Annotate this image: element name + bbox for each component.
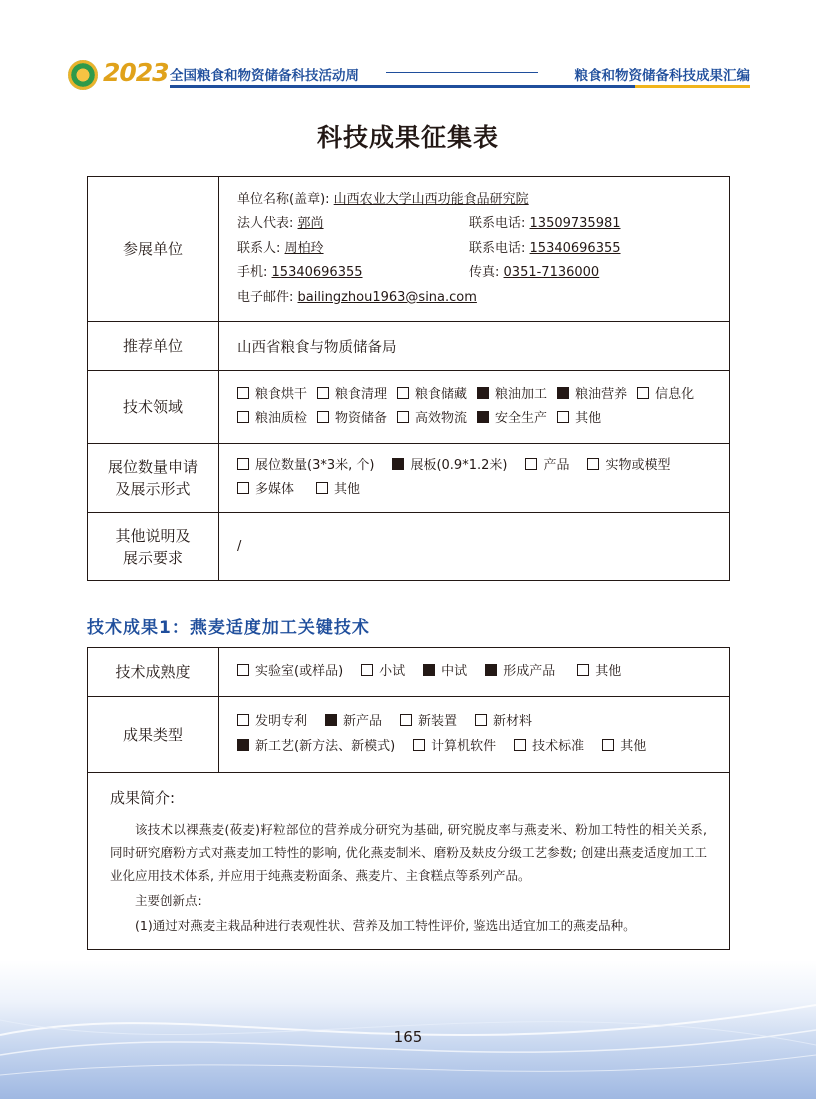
checkbox-label: 粮油营养 [575, 386, 628, 402]
checkbox-option[interactable] [475, 710, 532, 735]
checkbox-label: 形成产品 [503, 663, 556, 679]
maturity-label: 技术成熟度 [88, 648, 219, 697]
checkbox-checked-icon[interactable] [423, 664, 435, 676]
fax: 0351-7136000 [503, 265, 600, 281]
checkbox-unchecked-icon[interactable] [237, 482, 249, 494]
checkbox-unchecked-icon[interactable] [361, 664, 373, 676]
checkbox-checked-icon[interactable] [477, 387, 489, 399]
fax-label: 传真: [469, 265, 500, 281]
checkbox-label: 多媒体 [255, 482, 295, 497]
checkbox-label: 小试 [379, 663, 406, 679]
checkbox-option[interactable] [413, 735, 496, 760]
brief-paragraph-3: (1)通过对燕麦主栽品种进行表观性状、营养及加工特性评价, 鉴选出适宜加工的燕麦品种。 [135, 918, 636, 933]
legal-label: 法人代表: [237, 216, 294, 232]
checkbox-unchecked-icon[interactable] [413, 739, 425, 751]
checkbox-unchecked-icon[interactable] [237, 387, 249, 399]
checkbox-label: 粮油加工 [495, 386, 548, 402]
phone2: 15340696355 [529, 240, 621, 256]
checkbox-label: 其他 [575, 411, 602, 426]
unit-name: 山西农业大学山西功能食品研究院 [333, 191, 529, 207]
logo-emblem-icon [68, 60, 98, 90]
unit-label: 参展单位 [88, 177, 219, 322]
email: bailingzhou1963@sina.com [297, 289, 477, 305]
brief-paragraph-2: 主要创新点: [135, 893, 202, 908]
checkbox-option[interactable] [237, 478, 294, 503]
page-number: 165 [393, 1028, 423, 1046]
mobile: 15340696355 [271, 265, 363, 281]
checkbox-unchecked-icon[interactable] [397, 387, 409, 399]
checkbox-label: 信息化 [655, 386, 695, 402]
checkbox-unchecked-icon[interactable] [602, 739, 614, 751]
checkbox-unchecked-icon[interactable] [237, 458, 249, 470]
checkbox-label: 新工艺(新方法、新模式) [255, 738, 396, 754]
header-year: 2023 [103, 58, 169, 87]
checkbox-option[interactable] [577, 660, 621, 685]
checkbox-label: 实物或模型 [605, 457, 671, 473]
contact: 周柏玲 [284, 240, 324, 256]
checkbox-option[interactable] [397, 383, 467, 408]
field-options [219, 371, 730, 444]
checkbox-unchecked-icon[interactable] [475, 714, 487, 726]
page-title: 科技成果征集表 [316, 123, 499, 152]
checkbox-option[interactable] [514, 735, 584, 760]
checkbox-checked-icon[interactable] [557, 387, 569, 399]
checkbox-option[interactable] [325, 710, 382, 735]
checkbox-unchecked-icon[interactable] [525, 458, 537, 470]
checkbox-option[interactable] [602, 735, 646, 760]
checkbox-unchecked-icon[interactable] [237, 664, 249, 676]
unit-table [87, 176, 730, 581]
unit-name-label: 单位名称(盖章): [237, 191, 330, 207]
checkbox-label: 中试 [441, 663, 468, 679]
booth-label [88, 444, 219, 513]
checkbox-label: 展板(0.9*1.2米) [410, 457, 508, 473]
checkbox-checked-icon[interactable] [325, 714, 337, 726]
maturity-options [219, 648, 730, 697]
checkbox-label: 新装置 [418, 714, 458, 729]
legal-rep: 郭尚 [297, 216, 324, 232]
checkbox-unchecked-icon[interactable] [397, 411, 409, 423]
checkbox-label: 粮食清理 [335, 386, 388, 402]
checkbox-option[interactable] [317, 407, 387, 432]
checkbox-label: 实验室(或样品) [255, 663, 344, 679]
recommend-label: 推荐单位 [88, 322, 219, 371]
brief-paragraph-1: 该技术以裸燕麦(莜麦)籽粒部位的营养成分研究为基础, 研究脱皮率与燕麦米、粉加工特性的相关关系, 同时研究磨粉方式对燕麦加工特性的影响, 优化燕麦制米、磨粉及麸皮分级工艺参数; 创建出燕麦适度加工工业化应用技术体系, 并应用于纯燕麦粉面条、燕麦片、主食糕点等系列产品。 [110, 822, 707, 883]
result-table [87, 647, 730, 950]
checkbox-option[interactable] [392, 454, 507, 479]
checkbox-option[interactable] [477, 383, 547, 408]
checkbox-unchecked-icon[interactable] [237, 714, 249, 726]
booth-options [219, 444, 730, 513]
checkbox-option[interactable] [400, 710, 457, 735]
checkbox-label: 技术标准 [532, 738, 585, 754]
header-divider [386, 72, 538, 73]
checkbox-label: 高效物流 [415, 411, 468, 426]
header-right-title: 粮食和物资储备科技成果汇编 [574, 68, 750, 84]
checkbox-option[interactable] [237, 383, 307, 408]
other-value: / [219, 513, 730, 581]
checkbox-option[interactable] [397, 407, 467, 432]
checkbox-label: 产品 [543, 457, 570, 473]
unit-info [219, 177, 730, 322]
checkbox-label: 展位数量(3*3米, 个) [255, 457, 375, 473]
checkbox-option[interactable] [423, 660, 467, 685]
checkbox-checked-icon[interactable] [237, 739, 249, 751]
other-label-line2: 展示要求 [122, 548, 183, 567]
other-label [88, 513, 219, 581]
page-header [68, 58, 750, 90]
recommend-value: 山西省粮食与物质储备局 [219, 322, 730, 371]
email-label: 电子邮件: [237, 289, 294, 305]
brief-title: 成果简介: [110, 789, 176, 807]
checkbox-option[interactable] [477, 407, 547, 432]
checkbox-label: 物资储备 [335, 411, 388, 426]
type-options [219, 697, 730, 773]
type-label: 成果类型 [88, 697, 219, 773]
checkbox-unchecked-icon[interactable] [316, 482, 328, 494]
checkbox-unchecked-icon[interactable] [400, 714, 412, 726]
checkbox-unchecked-icon[interactable] [317, 387, 329, 399]
checkbox-option[interactable] [485, 660, 555, 685]
field-label: 技术领域 [88, 371, 219, 444]
checkbox-option[interactable] [557, 383, 627, 408]
checkbox-label: 其他 [620, 738, 647, 754]
checkbox-unchecked-icon[interactable] [514, 739, 526, 751]
checkbox-option[interactable] [237, 407, 307, 432]
checkbox-option[interactable] [237, 710, 307, 735]
brief-section [88, 773, 730, 950]
phone1: 13509735981 [529, 216, 621, 232]
checkbox-label: 新材料 [493, 714, 533, 729]
checkbox-label: 其他 [595, 663, 622, 679]
checkbox-option[interactable] [237, 660, 343, 685]
checkbox-option[interactable] [525, 454, 569, 479]
checkbox-label: 安全生产 [495, 411, 548, 426]
booth-label-line2: 及展示形式 [115, 480, 191, 498]
contact-label: 联系人: [237, 240, 281, 256]
mobile-label: 手机: [237, 265, 268, 281]
phone1-label: 联系电话: [469, 216, 526, 232]
header-bar-blue [170, 85, 635, 88]
checkbox-checked-icon[interactable] [485, 664, 497, 676]
header-left-title: 全国粮食和物资储备科技活动周 [170, 68, 359, 84]
checkbox-unchecked-icon[interactable] [237, 411, 249, 423]
phone2-label: 联系电话: [469, 240, 526, 256]
checkbox-label: 粮油质检 [255, 411, 308, 426]
checkbox-unchecked-icon[interactable] [637, 387, 649, 399]
checkbox-checked-icon[interactable] [477, 411, 489, 423]
checkbox-label: 新产品 [343, 714, 383, 729]
checkbox-label: 粮食烘干 [255, 386, 308, 402]
checkbox-unchecked-icon[interactable] [587, 458, 599, 470]
checkbox-label: 计算机软件 [431, 738, 497, 754]
other-label-line1: 其他说明及 [115, 526, 191, 545]
header-bar-gold [635, 85, 750, 88]
checkbox-label: 发明专利 [255, 714, 308, 729]
checkbox-label: 其他 [334, 482, 361, 497]
checkbox-unchecked-icon[interactable] [317, 411, 329, 423]
booth-label-line1: 展位数量申请 [107, 458, 198, 476]
checkbox-option[interactable] [361, 660, 405, 685]
section-title: 技术成果1：燕麦适度加工关键技术 [87, 618, 370, 638]
checkbox-unchecked-icon[interactable] [577, 664, 589, 676]
checkbox-option[interactable] [587, 454, 670, 479]
checkbox-option[interactable] [237, 735, 395, 760]
checkbox-option[interactable] [637, 383, 694, 408]
checkbox-option[interactable] [237, 454, 374, 479]
checkbox-option[interactable] [317, 383, 387, 408]
checkbox-unchecked-icon[interactable] [557, 411, 569, 423]
checkbox-checked-icon[interactable] [392, 458, 404, 470]
checkbox-option[interactable] [316, 478, 360, 503]
checkbox-label: 粮食储藏 [415, 386, 468, 402]
checkbox-option[interactable] [557, 407, 601, 432]
